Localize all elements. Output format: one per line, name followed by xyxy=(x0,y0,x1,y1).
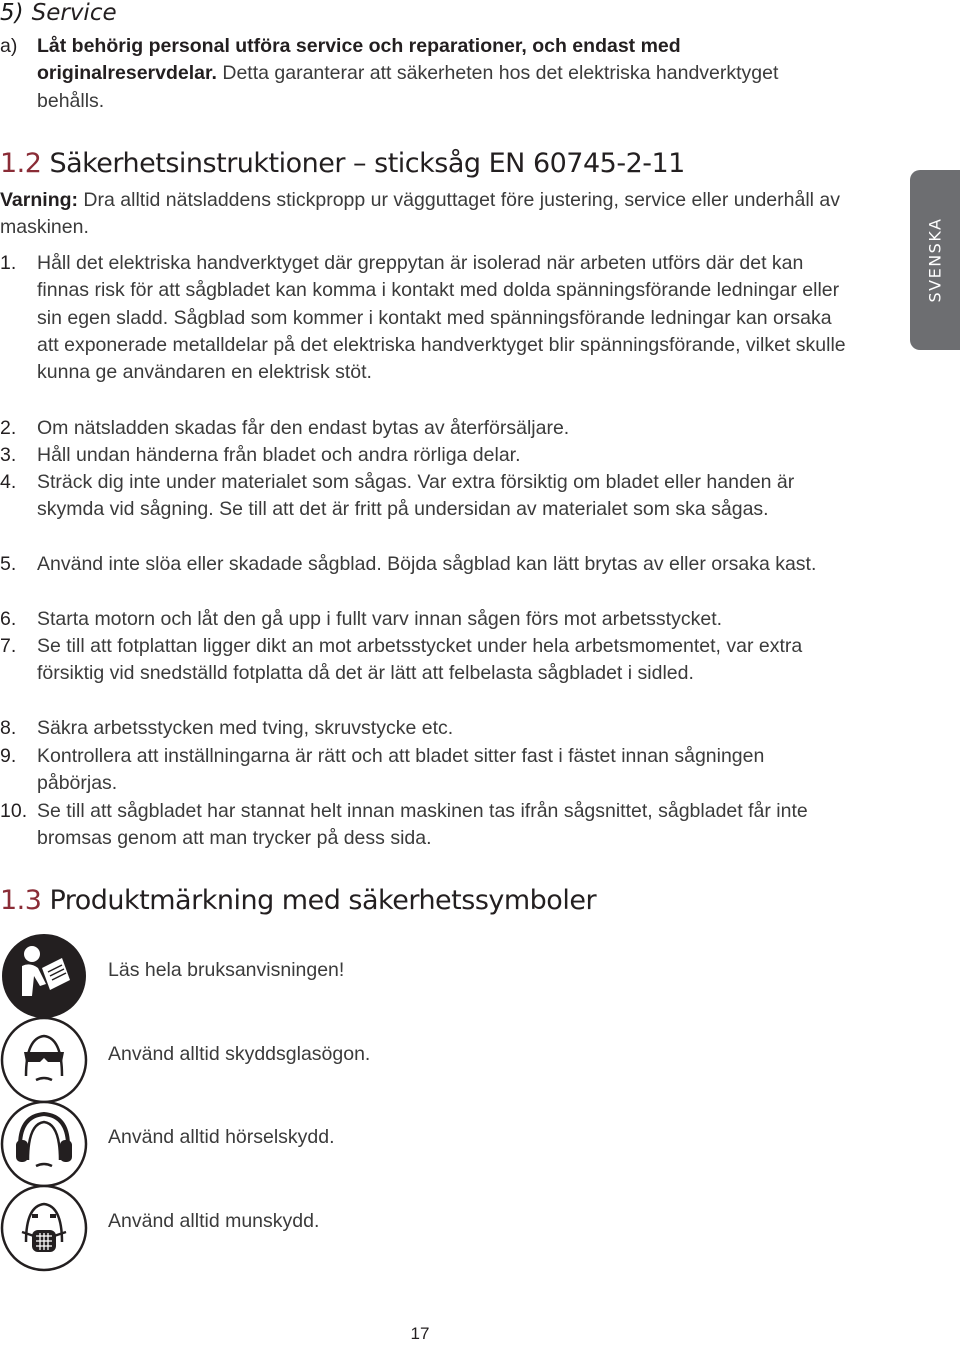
list-item-marker: 10. xyxy=(0,800,28,822)
list-item-marker: 4. xyxy=(0,471,17,493)
list-item-text: Se till att sågbladet har stannat helt innan maskinen tas ifrån sågsnittet, sågbladet får inte bromsas genom att man trycker på dess sida. xyxy=(37,800,808,850)
symbol-label: Läs hela bruksanvisningen! xyxy=(108,959,345,981)
list-item-text: Starta motorn och låt den gå upp i fullt varv innan sågen förs mot arbetsstycket. xyxy=(37,608,723,630)
list-item-marker: 9. xyxy=(0,745,17,767)
safety-goggles-icon xyxy=(0,1016,88,1104)
list-item-text: Se till att fotplattan ligger dikt an mot arbetsstycket under hela arbetsmomentet, var extra försiktig vid snedställd fotplatta då det är lätt att felbelasta sågbladet i sidled. xyxy=(37,635,803,685)
warning-text: Dra alltid nätsladdens stickpropp ur vägguttaget före justering, service eller underhåll av maskinen. xyxy=(0,189,841,239)
service-heading xyxy=(0,0,117,26)
list-item-marker: 6. xyxy=(0,608,17,630)
list-item-marker: 8. xyxy=(0,717,17,739)
service-item-text xyxy=(37,33,797,115)
ear-protection-icon xyxy=(0,1100,88,1188)
warning-label: Varning: xyxy=(0,189,79,211)
section-13-number: 1.3 xyxy=(0,885,42,916)
list-item-text: Sträck dig inte under materialet som sågas. Var extra försiktig om bladet eller handen är skymda vid sågning. Se till att det är fritt på undersidan av materialet som ska sågas. xyxy=(37,471,795,521)
section-12-title: Säkerhetsinstruktioner – sticksåg EN 60745-2-11 xyxy=(49,148,685,179)
symbol-label: Använd alltid hörselskydd. xyxy=(108,1126,335,1148)
list-item-marker: 5. xyxy=(0,553,17,575)
service-item-marker: a) xyxy=(0,35,18,57)
symbol-label: Använd alltid skyddsglasögon. xyxy=(108,1043,371,1065)
section-12-number: 1.2 xyxy=(0,148,42,179)
section-13-title: Produktmärkning med säkerhetssymboler xyxy=(49,885,597,916)
list-item-text: Håll undan händerna från bladet och andra rörliga delar. xyxy=(37,444,521,466)
service-heading-number: 5) xyxy=(0,0,24,26)
list-item-text: Kontrollera att inställningarna är rätt och att bladet sitter fast i fästet innan sågningen påbörjas. xyxy=(37,745,765,795)
warning-paragraph xyxy=(0,187,840,242)
language-tab xyxy=(910,170,960,350)
list-item-text: Använd inte slöa eller skadade sågblad. Böjda sågblad kan lätt brytas av eller orsaka kast. xyxy=(37,553,817,575)
read-manual-icon xyxy=(0,932,88,1020)
page-number: 17 xyxy=(410,1324,430,1343)
list-item-marker: 2. xyxy=(0,417,17,439)
language-tab-label: SVENSKA xyxy=(925,217,945,303)
service-heading-title: Service xyxy=(31,0,117,26)
list-item-marker: 3. xyxy=(0,444,17,466)
symbol-label: Använd alltid munskydd. xyxy=(108,1210,320,1232)
service-item-bold: Låt behörig personal utföra service och reparationer, och endast med originalreservdelar. xyxy=(37,35,681,85)
list-item-marker: 1. xyxy=(0,252,17,274)
service-item-rest: Detta garanterar att säkerheten hos det elektriska handverktyget behålls. xyxy=(37,62,779,112)
section-13-heading xyxy=(0,885,596,917)
list-item-marker: 7. xyxy=(0,635,17,657)
list-item-text: Håll det elektriska handverktyget där greppytan är isolerad när arbeten utförs där det kan finnas risk för att sågbladet kan komma i kontakt med dolda spänningsförande ledningar eller sin egen sladd. Sågblad som kommer i kontakt med spänningsförande ledningar kan orsaka att exponerade metalldelar på det elektriska handverktyget blir spänningsförande, vilket skulle kunna ge användaren en elektrisk stöt. xyxy=(37,252,846,384)
section-12-heading xyxy=(0,148,685,180)
dust-mask-icon xyxy=(0,1184,88,1272)
list-item-text: Säkra arbetsstycken med tving, skruvstycke etc. xyxy=(37,717,454,739)
list-item-text: Om nätsladden skadas får den endast bytas av återförsäljare. xyxy=(37,417,570,439)
